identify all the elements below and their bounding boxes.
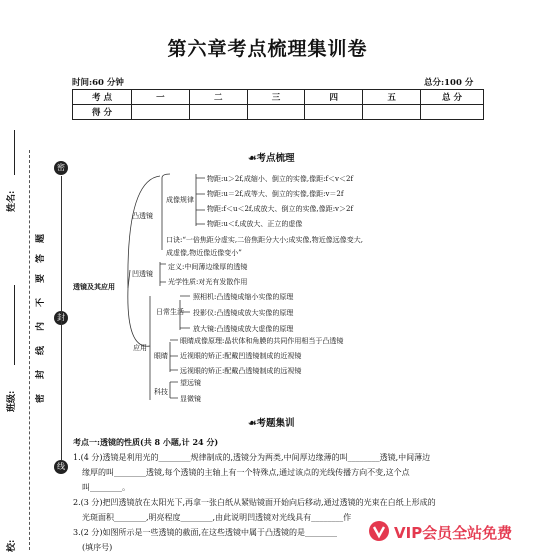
mindmap-rule: 物距:u＝2f,成等大、倒立的实像,像距:v＝2f	[207, 190, 344, 198]
seal-char: 密	[36, 393, 47, 404]
question-1-line: 叫________。	[82, 483, 130, 492]
mindmap-daily-item: 投影仪:凸透镜成放大实像的原理	[193, 309, 294, 317]
mindmap-eye-item: 远视眼的矫正:配戴凸透镜制成的远视镜	[180, 367, 302, 375]
mindmap-concave-item: 定义:中间薄边缘厚的透镜	[168, 263, 248, 271]
section-heading-review: ☙考点梳理	[248, 153, 295, 164]
mindmap-tech-item: 望远镜	[180, 379, 201, 387]
question-1-line: 1.(4 分)透镜是利用光的________规律制成的,透镜分为两类,中间厚边缘薄的叫________透镜,中间薄边	[73, 453, 431, 462]
seal-char: 题	[36, 233, 47, 244]
seal-char: 封	[36, 369, 47, 380]
score-header-cell: 总 分	[421, 90, 484, 105]
vip-watermark[interactable]	[362, 508, 535, 554]
name-label: 姓名:	[7, 190, 17, 212]
mindmap-daily: 日常生活	[156, 308, 184, 316]
seal-char: 线	[36, 345, 47, 356]
score-header-cell: 四	[305, 90, 363, 105]
class-label: 班级:	[7, 390, 17, 412]
mindmap-eye-item: 近视眼的矫正:配戴凹透镜制成的近视镜	[180, 352, 302, 360]
time-label: 时间:60 分钟	[72, 78, 124, 88]
vip-watermark-text: VIP会员全站免费	[394, 524, 513, 542]
section-heading-practice: ☙考题集训	[248, 418, 295, 429]
question-2-line: 2.(3 分)把凹透镜放在太阳光下,再拿一张白纸从紧贴镜面开始向后移动,通过透镜的光束在白纸上形成的	[73, 498, 436, 507]
question-1-line: 缘厚的叫________透镜,每个透镜的主轴上有一个特殊点,通过该点的光线传播方向不变,这个点	[82, 468, 410, 477]
mindmap-rule: 物距:u＞2f,成缩小、倒立的实像,像距:f＜v＜2f	[207, 175, 354, 183]
seal-char: 答	[36, 253, 47, 264]
seal-char: 不	[36, 297, 47, 308]
score-header-cell: 三	[247, 90, 305, 105]
mindmap-root: 透镜及其应用	[73, 282, 115, 291]
seal-char: 内	[36, 321, 47, 332]
question-2-line: 光斑面积________,明亮程度________,由此说明凹透镜对光线具有________作	[82, 513, 352, 522]
mindmap-eye-item: 眼睛成像原理:晶状体和角膜的共同作用相当于凸透镜	[180, 337, 344, 345]
question-3-line: 3.(2 分)如图所示是一些透镜的截面,在这些透镜中属于凸透镜的是________	[73, 528, 338, 537]
school-label: 校:	[7, 539, 17, 552]
vip-logo-icon	[368, 520, 390, 542]
mindmap-rule: 物距:f＜u＜2f,成放大、倒立的实像,像距:v＞2f	[207, 205, 354, 213]
score-header-cell: 五	[363, 90, 421, 105]
mindmap-concave: 凹透镜	[132, 270, 153, 278]
mindmap-convex: 凸透镜	[132, 212, 153, 220]
score-header-cell: 二	[189, 90, 247, 105]
seal-mark-xian: 线	[54, 460, 68, 474]
mindmap-concave-item: 光学性质:对光有发散作用	[168, 278, 248, 286]
seal-mark-feng: 封	[54, 311, 68, 325]
heading-decoration-icon: ☙	[248, 418, 257, 429]
seal-char: 要	[36, 273, 47, 284]
seal-mark-mi: 密	[54, 161, 68, 175]
mindmap-imaging-rule: 成像规律	[166, 196, 194, 204]
mindmap-daily-item: 放大镜:凸透镜成放大虚像的原理	[193, 325, 294, 333]
mindmap-rule: 物距:u＜f,成放大、正立的虚像	[207, 220, 303, 228]
score-header-cell: 一	[132, 90, 190, 105]
mindmap-daily-item: 照相机:凸透镜成缩小实像的原理	[193, 293, 294, 301]
score-row-label: 得 分	[73, 105, 132, 120]
mindmap-tech: 科技	[154, 388, 168, 396]
mindmap-tech-item: 显微镜	[180, 395, 201, 403]
mindmap-mnemonic: 口诀:“一倍焦距分虚实,二倍焦距分大小;成实像,物近像远像变大,	[166, 236, 363, 244]
heading-decoration-icon: ☙	[248, 153, 257, 164]
mindmap-application: 应用	[133, 344, 147, 352]
question-3-line: (填序号)	[82, 543, 113, 552]
mindmap-eye: 眼睛	[154, 352, 168, 360]
score-header-cell: 考 点	[73, 90, 132, 105]
topic-heading: 考点一:透镜的性质(共 8 小题,计 24 分)	[73, 437, 219, 447]
page-title: 第六章考点梳理集训卷	[167, 38, 368, 60]
total-score-label: 总分:100 分	[424, 78, 474, 88]
mindmap-mnemonic-2: 成虚像,物近像近像变小”	[166, 249, 242, 257]
